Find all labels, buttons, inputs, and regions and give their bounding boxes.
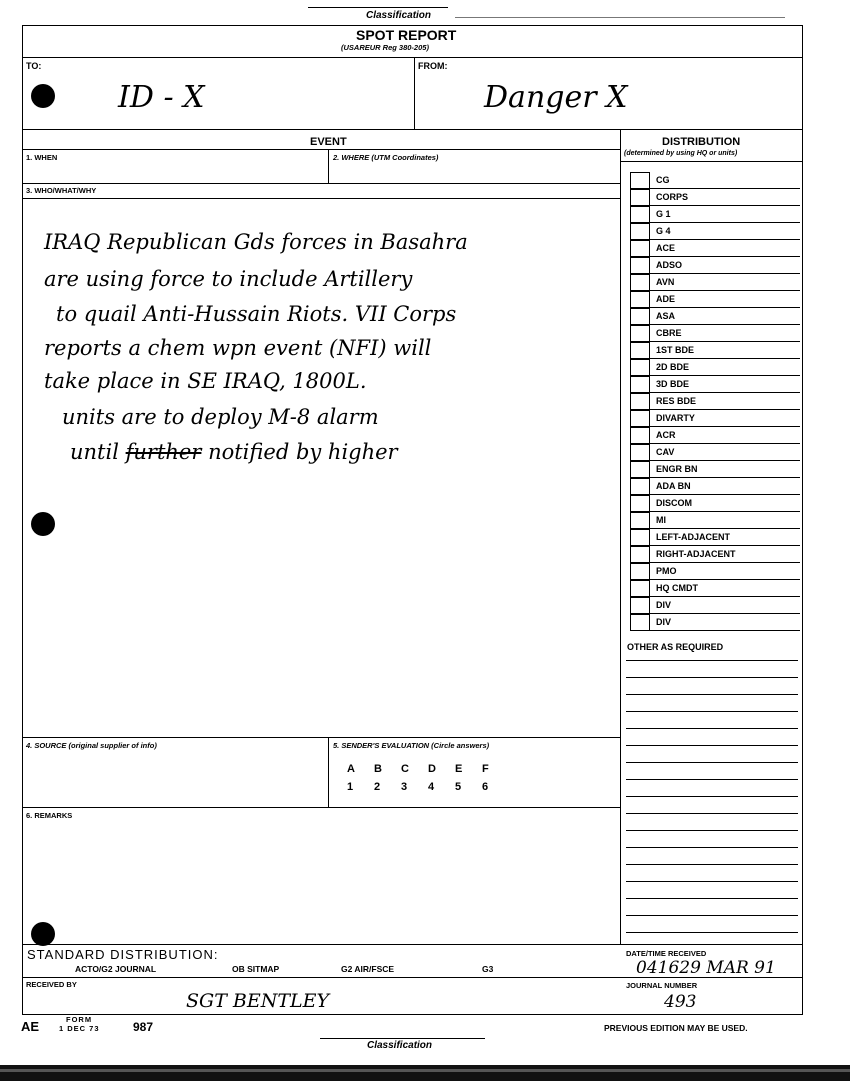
distribution-row: [630, 427, 800, 444]
journal-number-label: JOURNAL NUMBER: [626, 981, 698, 990]
distribution-checkbox[interactable]: [630, 376, 650, 393]
distribution-checkbox[interactable]: [630, 359, 650, 376]
received-by-value[interactable]: SGT BENTLEY: [186, 990, 330, 1012]
distribution-row: [630, 580, 800, 597]
distribution-row: [630, 546, 800, 563]
eval-number-1[interactable]: 1: [347, 781, 354, 793]
event-line-7: [70, 440, 398, 464]
form-subtitle: (USAREUR Reg 380-205): [341, 43, 429, 52]
distribution-item-label: ACR: [656, 430, 676, 440]
distribution-item-label: ACE: [656, 243, 676, 253]
eval-letter-f[interactable]: F: [482, 763, 489, 775]
distribution-item-label: ENGR BN: [656, 464, 698, 474]
distribution-checkbox[interactable]: [630, 580, 650, 597]
event-line-5: take place in SE IRAQ, 1800L.: [44, 369, 367, 393]
distribution-row: [630, 223, 800, 240]
distribution-row: [630, 529, 800, 546]
distribution-row: [630, 308, 800, 325]
bottom-classification: Classification: [367, 1040, 433, 1051]
distribution-row: [630, 274, 800, 291]
std-dist-ob-sitmap: OB SITMAP: [232, 964, 280, 974]
received-by-label: RECEIVED BY: [26, 980, 77, 989]
scan-edge-bottom: [0, 1065, 850, 1081]
distribution-checkbox[interactable]: [630, 546, 650, 563]
distribution-item-label: 2D BDE: [656, 362, 690, 372]
other-blank-line[interactable]: [626, 847, 798, 848]
distribution-checkbox[interactable]: [630, 444, 650, 461]
top-classification-rule-right: [455, 17, 785, 18]
distribution-row: [630, 376, 800, 393]
from-value[interactable]: Danger X: [484, 80, 628, 115]
when-where-bottom: [22, 183, 620, 184]
footer-ae: AE: [21, 1019, 40, 1034]
distribution-item-label: 1ST BDE: [656, 345, 695, 355]
distribution-row: [630, 410, 800, 427]
distribution-checkbox[interactable]: [630, 342, 650, 359]
distribution-row: [630, 206, 800, 223]
other-blank-line[interactable]: [626, 711, 798, 712]
event-line-2: are using force to include Artillery: [44, 267, 413, 291]
distribution-row: [630, 325, 800, 342]
punch-hole-bottom: [31, 922, 55, 946]
distribution-checkbox[interactable]: [630, 614, 650, 631]
other-as-required-label: OTHER AS REQUIRED: [627, 642, 724, 652]
who-label-rule: [22, 198, 620, 199]
distribution-item-label: MI: [656, 515, 666, 525]
struck-word: further: [125, 440, 202, 464]
footer-form-word: FORM: [66, 1015, 93, 1024]
distribution-checkbox[interactable]: [630, 223, 650, 240]
footer-form-number: 987: [133, 1020, 154, 1034]
distribution-header: DISTRIBUTION: [662, 136, 741, 148]
distribution-row: [630, 240, 800, 257]
standard-distribution-label: STANDARD DISTRIBUTION:: [27, 947, 219, 962]
distribution-item-label: RIGHT-ADJACENT: [656, 549, 736, 559]
to-value[interactable]: ID - X: [118, 80, 205, 115]
other-blank-line[interactable]: [626, 660, 798, 661]
distribution-checkbox[interactable]: [630, 529, 650, 546]
title-divider: [22, 57, 803, 58]
eval-number-5[interactable]: 5: [455, 781, 462, 793]
distribution-checkbox[interactable]: [630, 427, 650, 444]
distribution-checkbox[interactable]: [630, 495, 650, 512]
distribution-row: [630, 257, 800, 274]
distribution-checkbox[interactable]: [630, 410, 650, 427]
other-blank-line[interactable]: [626, 728, 798, 729]
when-label: 1. WHEN: [26, 153, 58, 162]
journal-number-value[interactable]: 493: [664, 992, 697, 1012]
distribution-item-label: CG: [656, 175, 670, 185]
other-blank-line[interactable]: [626, 830, 798, 831]
distribution-item-label: ADA BN: [656, 481, 691, 491]
distribution-row: [630, 342, 800, 359]
distribution-item-label: HQ CMDT: [656, 583, 698, 593]
event-line-4: reports a chem wpn event (NFI) will: [44, 336, 432, 360]
source-label: 4. SOURCE (original supplier of info): [26, 741, 157, 750]
eval-letter-a[interactable]: A: [347, 763, 355, 775]
distribution-checkbox[interactable]: [630, 240, 650, 257]
from-label: FROM:: [418, 61, 448, 71]
event-line-7-end: notified by higher: [201, 440, 398, 464]
who-what-why-label: 3. WHO/WHAT/WHY: [26, 186, 97, 195]
other-blank-line[interactable]: [626, 915, 798, 916]
distribution-sub-rule: [620, 161, 803, 162]
distribution-row: [630, 172, 800, 189]
distribution-item-label: AVN: [656, 277, 675, 287]
source-bottom: [22, 807, 620, 808]
distribution-checkbox[interactable]: [630, 257, 650, 274]
distribution-row: [630, 614, 800, 631]
eval-number-4[interactable]: 4: [428, 781, 435, 793]
distribution-item-label: CAV: [656, 447, 675, 457]
to-from-divider: [414, 57, 415, 129]
other-blank-line[interactable]: [626, 864, 798, 865]
datetime-received-label: DATE/TIME RECEIVED: [626, 949, 707, 958]
other-blank-line[interactable]: [626, 677, 798, 678]
distribution-checkbox[interactable]: [630, 206, 650, 223]
eval-number-6[interactable]: 6: [482, 781, 489, 793]
event-divider: [22, 149, 620, 150]
distribution-item-label: DIVARTY: [656, 413, 695, 423]
footer-previous-edition: PREVIOUS EDITION MAY BE USED.: [604, 1023, 748, 1033]
std-dist-acto-g2-journal: ACTO/G2 JOURNAL: [75, 964, 157, 974]
distribution-item-label: ADE: [656, 294, 676, 304]
distribution-checkbox[interactable]: [630, 461, 650, 478]
bottom-classification-rule: [320, 1038, 485, 1039]
distribution-item-label: CBRE: [656, 328, 682, 338]
distribution-row: [630, 512, 800, 529]
datetime-received-value[interactable]: 041629 MAR 91: [636, 958, 776, 978]
distribution-item-label: PMO: [656, 566, 677, 576]
distribution-checkbox[interactable]: [630, 172, 650, 189]
evaluation-label: 5. SENDER'S EVALUATION (Circle answers): [333, 741, 490, 750]
distribution-item-label: ASA: [656, 311, 676, 321]
distribution-row: [630, 478, 800, 495]
eval-letter-c[interactable]: C: [401, 763, 409, 775]
distribution-checkbox[interactable]: [630, 478, 650, 495]
scan-edge-bottom-highlight: [0, 1069, 850, 1072]
distribution-row: [630, 393, 800, 410]
event-line-1: IRAQ Republican Gds forces in Basahra: [44, 230, 468, 254]
other-blank-line[interactable]: [626, 796, 798, 797]
distribution-item-label: LEFT-ADJACENT: [656, 532, 730, 542]
other-blank-line[interactable]: [626, 694, 798, 695]
distribution-item-label: RES BDE: [656, 396, 697, 406]
distribution-item-label: DISCOM: [656, 498, 692, 508]
remarks-label: 6. REMARKS: [26, 811, 73, 820]
distribution-checkbox[interactable]: [630, 325, 650, 342]
distribution-row: [630, 563, 800, 580]
distribution-item-label: DIV: [656, 617, 672, 627]
distribution-item-label: 3D BDE: [656, 379, 690, 389]
top-classification: Classification: [366, 10, 432, 21]
distribution-row: [630, 189, 800, 206]
distribution-checkbox[interactable]: [630, 393, 650, 410]
other-blank-line[interactable]: [626, 881, 798, 882]
distribution-checkbox[interactable]: [630, 189, 650, 206]
distribution-checkbox[interactable]: [630, 597, 650, 614]
distribution-checkbox[interactable]: [630, 308, 650, 325]
distribution-item-label: CORPS: [656, 192, 689, 202]
form-title: SPOT REPORT: [356, 27, 457, 43]
event-header: EVENT: [310, 136, 347, 148]
eval-number-2[interactable]: 2: [374, 781, 381, 793]
distribution-checkbox[interactable]: [630, 274, 650, 291]
footer-form-date: 1 DEC 73: [59, 1024, 100, 1033]
other-blank-line[interactable]: [626, 745, 798, 746]
distribution-row: [630, 359, 800, 376]
distribution-item-label: G 4: [656, 226, 671, 236]
event-bottom: [22, 737, 620, 738]
eval-letter-d[interactable]: D: [428, 763, 436, 775]
distribution-checkbox[interactable]: [630, 291, 650, 308]
distribution-divider: [620, 129, 621, 944]
distribution-row: [630, 444, 800, 461]
eval-letter-e[interactable]: E: [455, 763, 463, 775]
other-blank-line[interactable]: [626, 762, 798, 763]
standard-distribution-top: [22, 944, 803, 945]
distribution-row: [630, 291, 800, 308]
other-blank-line[interactable]: [626, 932, 798, 933]
other-blank-line[interactable]: [626, 898, 798, 899]
punch-hole-top: [31, 84, 55, 108]
distribution-row: [630, 495, 800, 512]
std-dist-g2-air-fsce: G2 AIR/FSCE: [341, 964, 395, 974]
received-top: [22, 977, 803, 978]
distribution-item-label: DIV: [656, 600, 672, 610]
distribution-checkbox[interactable]: [630, 512, 650, 529]
distribution-checkbox[interactable]: [630, 563, 650, 580]
distribution-row: [630, 461, 800, 478]
distribution-row-rule: [650, 630, 800, 631]
std-dist-g3: G3: [482, 964, 494, 974]
other-blank-line[interactable]: [626, 779, 798, 780]
to-label: TO:: [26, 61, 42, 71]
source-eval-divider: [328, 737, 329, 807]
event-line-3: to quail Anti-Hussain Riots. VII Corps: [56, 302, 457, 326]
eval-number-3[interactable]: 3: [401, 781, 408, 793]
distribution-subheader: (determined by using HQ or units): [624, 150, 738, 157]
top-classification-rule: [308, 7, 448, 8]
when-where-divider: [328, 149, 329, 183]
other-blank-line[interactable]: [626, 813, 798, 814]
event-line-6: units are to deploy M-8 alarm: [62, 405, 379, 429]
eval-letter-b[interactable]: B: [374, 763, 382, 775]
event-line-7-start: until: [70, 440, 126, 464]
distribution-item-label: G 1: [656, 209, 671, 219]
distribution-row: [630, 597, 800, 614]
distribution-item-label: ADSO: [656, 260, 683, 270]
punch-hole-middle: [31, 512, 55, 536]
where-label: 2. WHERE (UTM Coordinates): [333, 153, 439, 162]
to-from-bottom: [22, 129, 803, 130]
